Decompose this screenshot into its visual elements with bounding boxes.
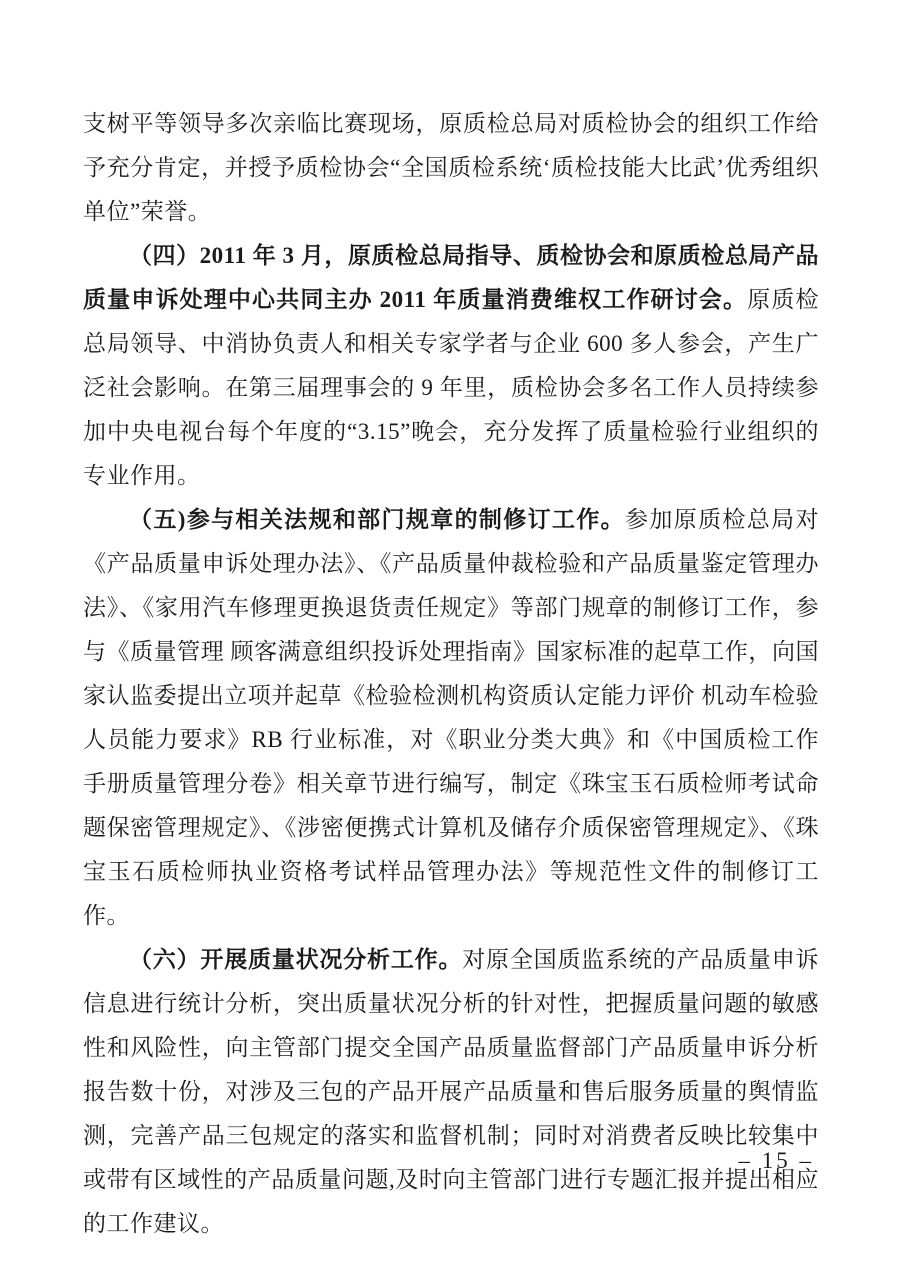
page-footer <box>739 1148 815 1174</box>
paragraph-lead-bold: （五)参与相关法规和部门规章的制修订工作。 <box>129 507 626 532</box>
paragraph-item-6 <box>83 938 819 1246</box>
page-number: – 15 – <box>738 1148 814 1173</box>
document-body <box>83 102 819 1246</box>
paragraph-item-4 <box>83 234 819 498</box>
paragraph-text: 对原全国质监系统的产品质量申诉信息进行统计分析，突出质量状况分析的针对性，把握质量问题的敏感性和风险性，向主管部门提交全国产品质量监督部门产品质量申诉分析报告数十份，对涉及三包的产品开展产品质量和售后服务质量的舆情监测，完善产品三包规定的落实和监督机制；同时对消费者反映比较集中或带有区域性的产品质量问题,及时向主管部门进行专题汇报并提出相应的工作建议。 <box>83 947 820 1236</box>
paragraph-lead-bold: （四）2011 年 3 月，原质检总局指导、质检协会和原质检总局产品质量申诉处理中心共同主办 2011 年质量消费维权工作研讨会。 <box>83 243 819 312</box>
paragraph-text: 支树平等领导多次亲临比赛现场，原质检总局对质检协会的组织工作给予充分肯定，并授予质检协会“全国质检系统‘质检技能大比武’优秀组织单位”荣誉。 <box>83 111 819 224</box>
paragraph-item-5 <box>83 498 819 938</box>
paragraph-lead-bold: （六）开展质量状况分析工作。 <box>129 947 463 972</box>
paragraph-continuation <box>83 102 819 234</box>
paragraph-text: 参加原质检总局对《产品质量申诉处理办法》、《产品质量仲裁检验和产品质量鉴定管理办法》、《家用汽车修理更换退货责任规定》等部门规章的制修订工作，参与《质量管理 顾客满意组织投诉处理指南》国家标准的起草工作，向国家认监委提出立项并起草《检验检测机构资质认定能力评价 机动车检验人员能力要求》RB 行业标准，对《职业分类大典》和《中国质检工作手册质量管理分卷》相关章节进行编写，制定《珠宝玉石质检师考试命题保密管理规定》、《涉密便携式计算机及储存介质保密管理规定》、《珠宝玉石质检师执业资格考试样品管理办法》等规范性文件的制修订工作。 <box>83 507 819 928</box>
paragraph-text: 原质检总局领导、中消协负责人和相关专家学者与企业 600 多人参会，产生广泛社会影响。在第三届理事会的 9 年里，质检协会多名工作人员持续参加中央电视台每个年度的“3.15”晚会，充分发挥了质量检验行业组织的专业作用。 <box>83 287 820 488</box>
